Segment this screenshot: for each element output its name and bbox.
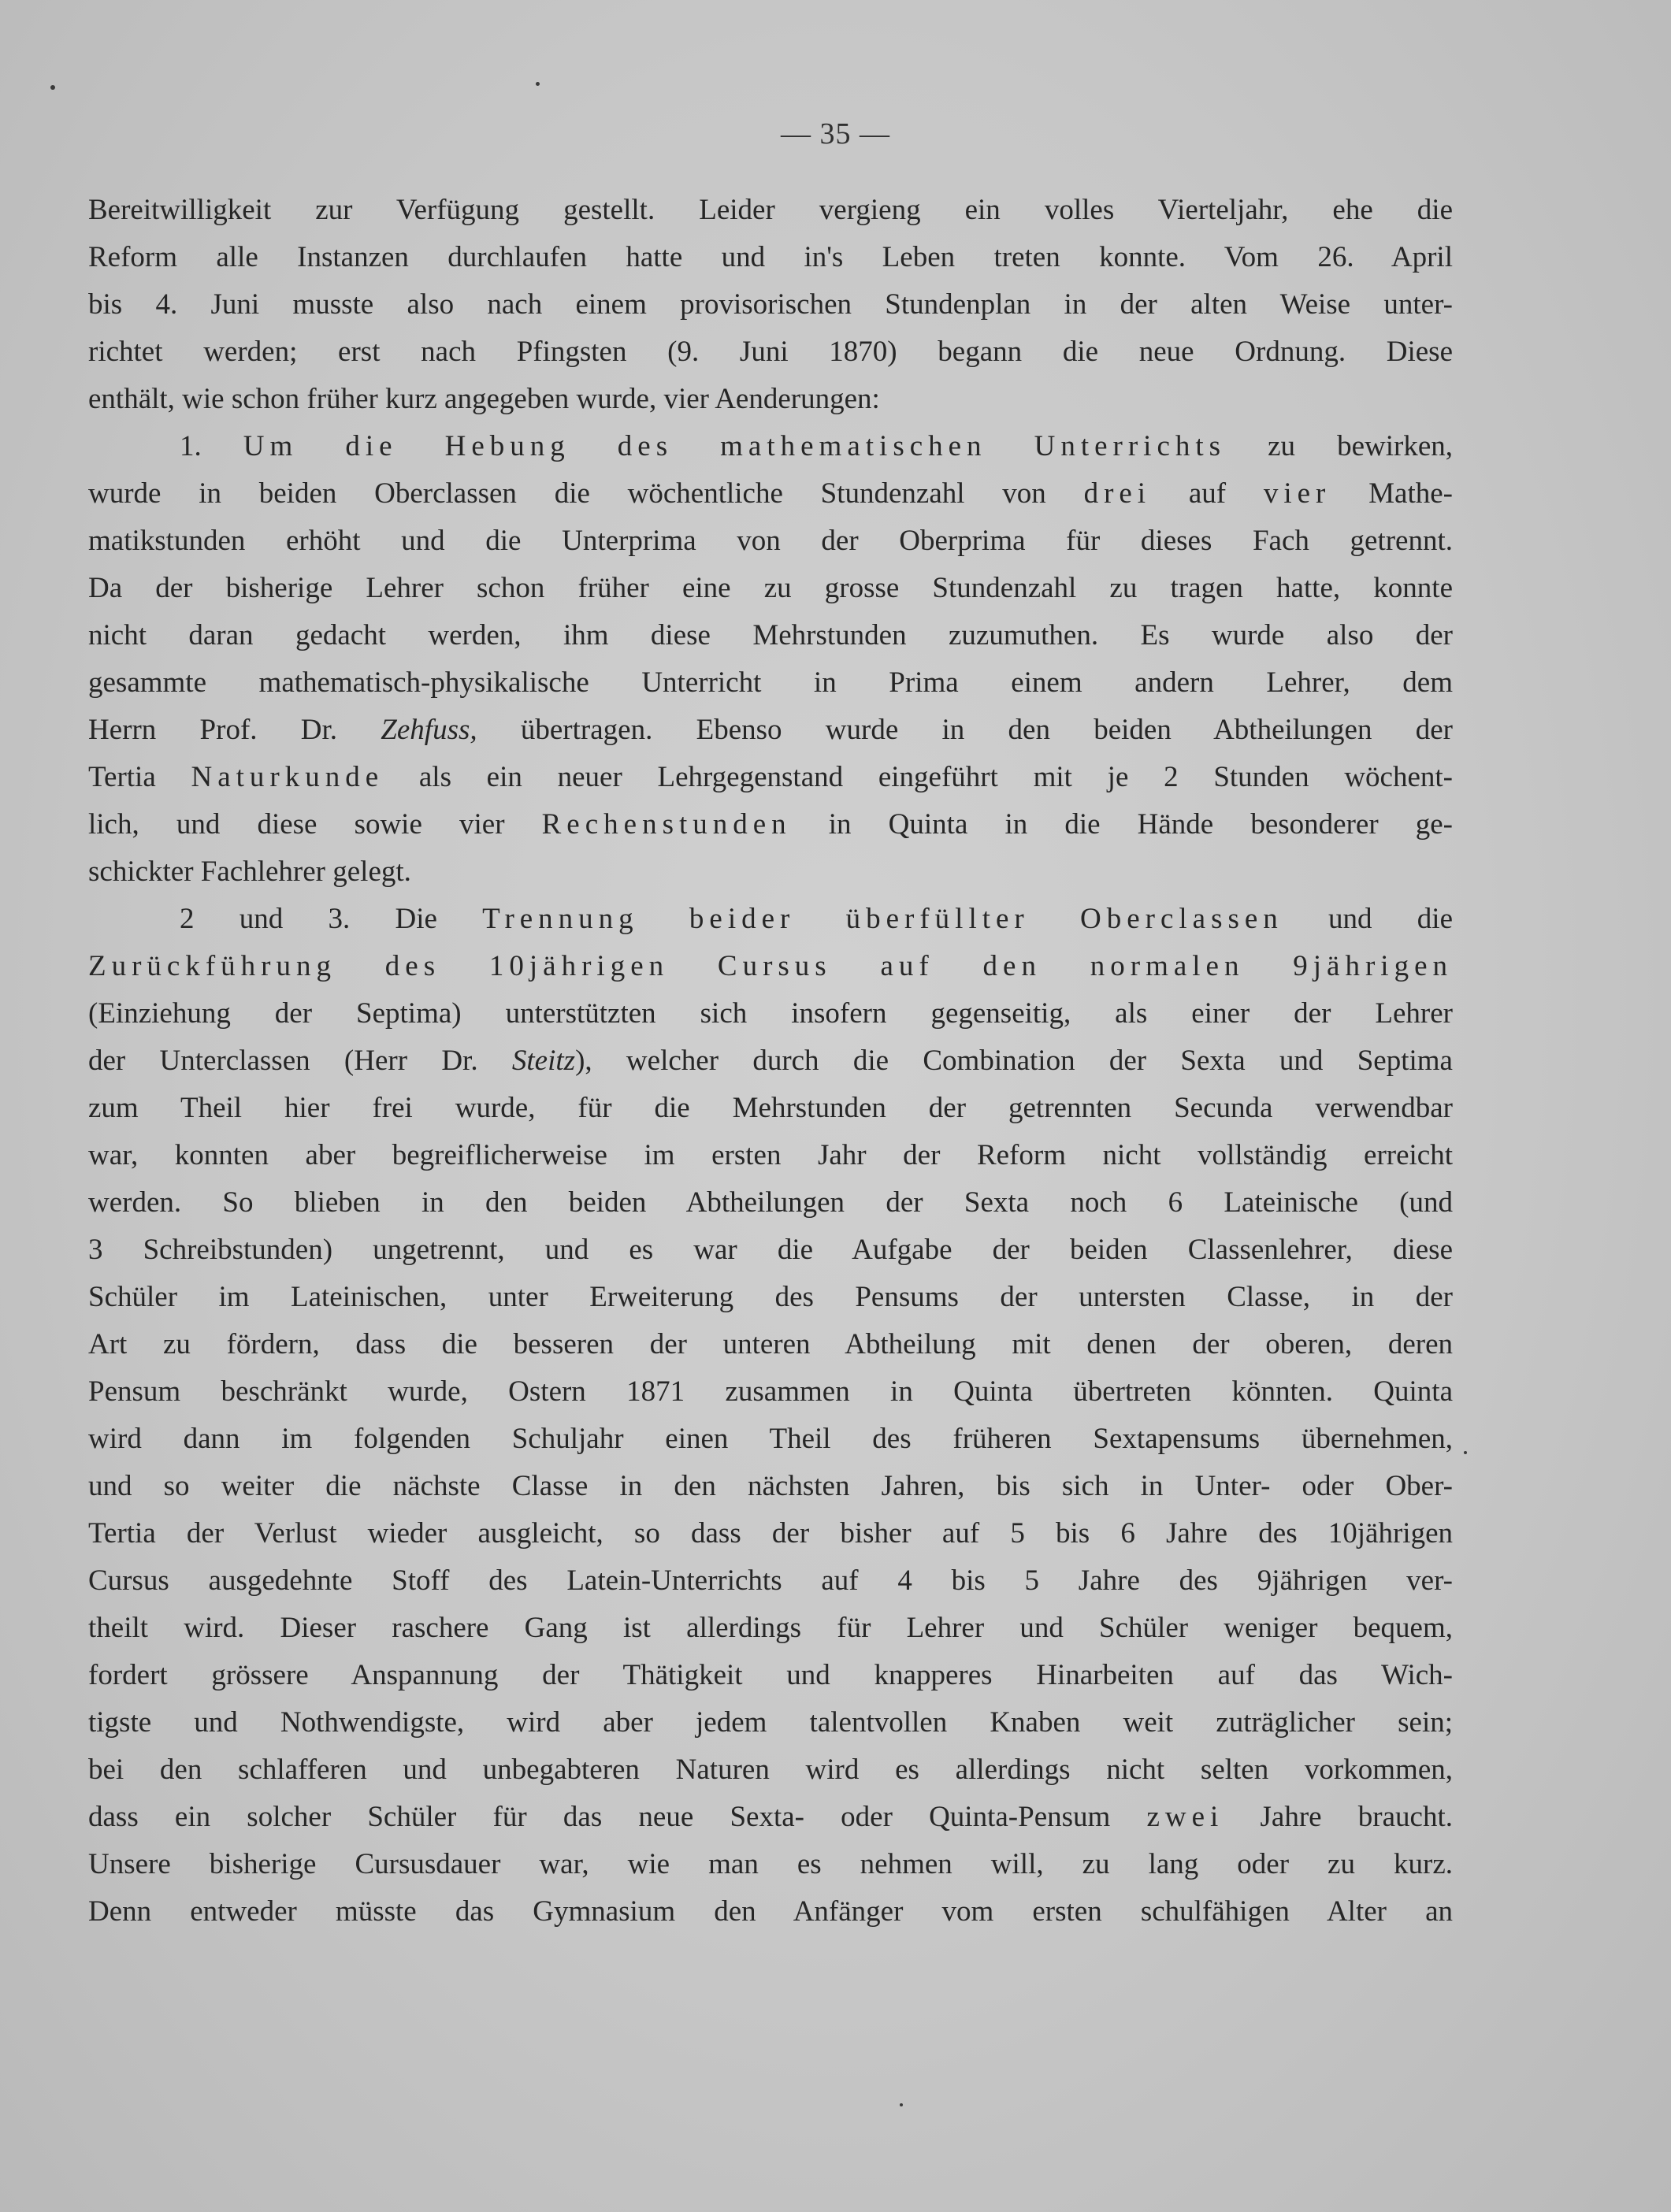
text-line xyxy=(88,281,1453,328)
text-segment: wird dann im folgenden Schuljahr einen Theil des früheren Sextapensums übernehmen, xyxy=(88,1423,1453,1455)
text-segment: übertragen. Ebenso wurde in den beiden Abtheilungen der xyxy=(477,714,1453,746)
text-line xyxy=(88,470,1453,518)
text-line xyxy=(88,707,1453,754)
text-segment: Tertia xyxy=(88,761,191,793)
text-segment: Reform alle Instanzen durchlaufen hatte und in's Leben treten konnte. Vom 26. April xyxy=(88,241,1453,273)
spaced-emphasis: Zurückführung des 10jährigen Cursus auf den normalen 9jährigen xyxy=(88,950,1453,982)
text-line xyxy=(88,1699,1453,1746)
text-segment: 2 und 3. Die xyxy=(180,903,483,935)
spaced-emphasis: zwei xyxy=(1146,1801,1224,1833)
ink-speck xyxy=(900,2103,903,2106)
text-segment: matikstunden erhöht und die Unterprima von der Oberprima für dieses Fach getrennt. xyxy=(88,525,1453,557)
text-segment: als ein neuer Lehrgegenstand eingeführt mit je 2 Stunden wöchent- xyxy=(384,761,1453,793)
text-line xyxy=(88,1746,1453,1794)
text-segment: gesammte mathematisch-physikalische Unterricht in Prima einem andern Lehrer, dem xyxy=(88,666,1453,699)
text-line xyxy=(88,659,1453,707)
text-segment: ), welcher durch die Combination der Sexta und Septima xyxy=(575,1045,1453,1077)
text-segment: richtet werden; erst nach Pfingsten (9. Juni 1870) begann die neue Ordnung. Diese xyxy=(88,336,1453,368)
text-line xyxy=(88,1416,1453,1463)
italic-name: Steitz xyxy=(511,1045,576,1077)
text-line xyxy=(88,565,1453,612)
text-line xyxy=(88,1510,1453,1557)
text-segment: werden. So blieben in den beiden Abtheilungen der Sexta noch 6 Lateinische (und xyxy=(88,1186,1453,1219)
text-line xyxy=(88,612,1453,659)
text-line xyxy=(88,990,1453,1037)
text-segment: Pensum beschränkt wurde, Ostern 1871 zusammen in Quinta übertreten könnten. Quinta xyxy=(88,1375,1453,1408)
text-segment: Cursus ausgedehnte Stoff des Latein-Unterrichts auf 4 bis 5 Jahre des 9jährigen ver- xyxy=(88,1564,1453,1597)
text-segment: Jahre braucht. xyxy=(1224,1801,1453,1833)
text-segment: (Einziehung der Septima) unterstützten sich insofern gegenseitig, als einer der Lehrer xyxy=(88,997,1453,1030)
text-line xyxy=(88,187,1453,234)
text-segment: auf xyxy=(1151,477,1264,510)
text-segment: theilt wird. Dieser raschere Gang ist allerdings für Lehrer und Schüler weniger bequem, xyxy=(88,1612,1453,1644)
text-line xyxy=(88,896,1453,943)
text-line xyxy=(88,1227,1453,1274)
page-number: — 35 — xyxy=(781,117,890,150)
text-line xyxy=(88,848,1453,896)
text-segment: Unsere bisherige Cursusdauer war, wie man es nehmen will, zu lang oder zu kurz. xyxy=(88,1848,1453,1880)
text-line xyxy=(88,1605,1453,1652)
text-segment: wurde in beiden Oberclassen die wöchentliche Stundenzahl von xyxy=(88,477,1084,510)
text-segment: Mathe- xyxy=(1331,477,1453,510)
text-line xyxy=(88,1037,1453,1085)
text-segment: zu bewirken, xyxy=(1226,430,1453,462)
text-line xyxy=(88,423,1453,470)
text-segment: schickter Fachlehrer gelegt. xyxy=(88,855,411,888)
text-segment: Bereitwilligkeit zur Verfügung gestellt. Leider vergieng ein volles Vierteljahr, ehe die xyxy=(88,194,1453,226)
text-segment: nicht daran gedacht werden, ihm diese Mehrstunden zuzumuthen. Es wurde also der xyxy=(88,619,1453,651)
text-segment: Herrn Prof. Dr. xyxy=(88,714,381,746)
text-line xyxy=(88,943,1453,990)
text-line xyxy=(88,1321,1453,1368)
text-line xyxy=(88,1888,1453,1936)
ink-speck xyxy=(50,85,55,90)
spaced-emphasis: vier xyxy=(1263,477,1331,510)
text-segment: war, konnten aber begreiflicherweise im ersten Jahr der Reform nicht vollständig erreicht xyxy=(88,1139,1453,1171)
text-segment: zum Theil hier frei wurde, für die Mehrstunden der getrennten Secunda verwendbar xyxy=(88,1092,1453,1124)
text-line xyxy=(88,1463,1453,1510)
italic-name: Zehfuss, xyxy=(381,714,477,746)
text-line xyxy=(88,1794,1453,1841)
text-line xyxy=(88,1085,1453,1132)
text-segment: Art zu fördern, dass die besseren der unteren Abtheilung mit denen der oberen, deren xyxy=(88,1328,1453,1360)
text-segment: der Unterclassen (Herr Dr. xyxy=(88,1045,512,1077)
text-segment: 3 Schreibstunden) ungetrennt, und es war die Aufgabe der beiden Classenlehrer, diese xyxy=(88,1234,1453,1266)
text-segment: und die xyxy=(1283,903,1453,935)
text-line xyxy=(88,234,1453,281)
text-line xyxy=(88,1179,1453,1227)
text-segment: Schüler im Lateinischen, unter Erweiterung des Pensums der untersten Classe, in der xyxy=(88,1281,1453,1313)
body-text xyxy=(88,187,1453,1936)
text-line xyxy=(88,376,1453,423)
ink-speck xyxy=(536,82,540,86)
text-line xyxy=(88,801,1453,848)
text-line xyxy=(88,1841,1453,1888)
text-line xyxy=(88,754,1453,801)
text-segment: fordert grössere Anspannung der Thätigkeit und knapperes Hinarbeiten auf das Wich- xyxy=(88,1659,1453,1691)
text-segment: und so weiter die nächste Classe in den nächsten Jahren, bis sich in Unter- oder Ober- xyxy=(88,1470,1453,1502)
text-segment: tigste und Nothwendigste, wird aber jedem talentvollen Knaben weit zuträglicher sein; xyxy=(88,1706,1453,1739)
text-segment: Denn entweder müsste das Gymnasium den Anfänger vom ersten schulfähigen Alter an xyxy=(88,1895,1453,1928)
text-line xyxy=(88,1557,1453,1605)
text-line xyxy=(88,1652,1453,1699)
text-line xyxy=(88,518,1453,565)
text-segment: in Quinta in die Hände besonderer ge- xyxy=(791,808,1453,841)
text-segment: lich, und diese sowie vier xyxy=(88,808,542,841)
ink-speck xyxy=(1464,1451,1467,1454)
spaced-emphasis: Naturkunde xyxy=(191,761,384,793)
spaced-emphasis: Um die Hebung des mathematischen Unterrichts xyxy=(243,430,1227,462)
text-line xyxy=(88,1368,1453,1416)
text-segment: bei den schlafferen und unbegabteren Naturen wird es allerdings nicht selten vorkommen, xyxy=(88,1754,1453,1786)
text-line xyxy=(88,1132,1453,1179)
text-segment: Tertia der Verlust wieder ausgleicht, so dass der bisher auf 5 bis 6 Jahre des 10jährigen xyxy=(88,1517,1453,1550)
text-line xyxy=(88,1274,1453,1321)
text-segment: bis 4. Juni musste also nach einem provisorischen Stundenplan in der alten Weise unter- xyxy=(88,288,1453,321)
spaced-emphasis: Rechenstunden xyxy=(541,808,792,841)
text-segment: Da der bisherige Lehrer schon früher eine zu grosse Stundenzahl zu tragen hatte, konnte xyxy=(88,572,1453,604)
text-line xyxy=(88,328,1453,376)
spaced-emphasis: Trennung beider überfüllter Oberclassen xyxy=(482,903,1283,935)
text-segment: 1. xyxy=(180,430,243,462)
text-segment: enthält, wie schon früher kurz angegeben wurde, vier Aenderungen: xyxy=(88,383,880,415)
text-segment: dass ein solcher Schüler für das neue Sexta- oder Quinta-Pensum xyxy=(88,1801,1147,1833)
spaced-emphasis: drei xyxy=(1083,477,1152,510)
